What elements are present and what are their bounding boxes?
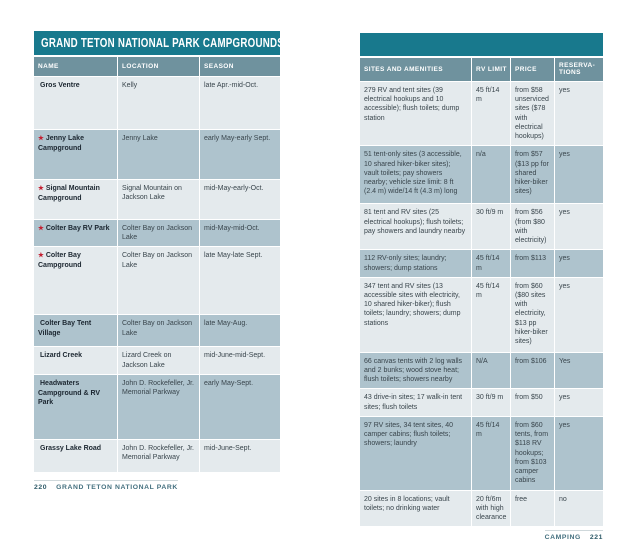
table-row <box>360 250 603 277</box>
price-cell: from $106 <box>511 353 555 389</box>
reservations-cell: yes <box>559 151 570 159</box>
amenities-cell: 112 RV-only sites; laundry; showers; dump stations <box>360 250 472 276</box>
campground-name-cell <box>34 130 118 179</box>
campground-name: Grassy Lake Road <box>40 444 102 452</box>
location-cell: John D. Rockefeller, Jr. Memorial Parkway <box>118 440 200 472</box>
amenities-cell: 51 tent-only sites (3 accessible, 10 shared hiker-biker sites); vault toilets; pay showers nearby; vehicle size limit: 8 ft (2.4 m) wide/14 ft (4.3 m) long <box>360 146 472 203</box>
campground-name-cell <box>34 220 118 246</box>
location-cell: Colter Bay on Jackson Lake <box>118 247 200 314</box>
left-table-header <box>34 57 280 77</box>
rv-limit-cell: 20 ft/6m with high clearance <box>472 491 511 527</box>
right-table-rows <box>360 82 603 526</box>
season-cell: late May-Aug. <box>204 320 248 328</box>
amenities-cell: 279 RV and tent sites (39 electrical hookups and 10 accessible); flush toilets; dump station <box>360 82 472 145</box>
table-title-bar <box>34 31 285 57</box>
reservations-cell: yes <box>559 421 570 429</box>
campground-name-cell <box>34 180 118 219</box>
price-cell: from $56 (from $80 with electricity) <box>511 204 555 249</box>
footer-rule <box>545 530 603 541</box>
table-row <box>34 315 280 347</box>
right-table-header <box>360 58 603 82</box>
table-row <box>34 77 280 130</box>
table-row <box>360 82 603 146</box>
left-table-rows <box>34 77 280 472</box>
amenities-cell: 66 canvas tents with 2 log walls and 2 bunks; wood stove heat; flush toilets; showers nearby <box>360 353 472 389</box>
amenities-cell: 81 tent and RV sites (25 electrical hookups); flush toilets; pay showers and laundry nearby <box>360 204 472 249</box>
reservations-cell: yes <box>559 255 570 263</box>
campground-name: Signal Mountain Campground <box>38 185 100 202</box>
campground-name: Gros Ventre <box>40 82 80 89</box>
table-row <box>360 353 603 390</box>
campground-name: Jenny Lake Campground <box>38 135 84 152</box>
reservations-cell: yes <box>559 394 570 402</box>
left-page <box>34 31 285 491</box>
column-header-reservations: RESERVA-TIONS <box>559 62 596 77</box>
price-cell: from $113 <box>511 250 555 276</box>
reservations-cell: yes <box>559 86 570 94</box>
featured-star-icon: ★ <box>38 252 44 260</box>
featured-star-icon: ★ <box>38 185 44 192</box>
page-number: 221 <box>589 534 603 541</box>
campground-name: Colter Bay Tent Village <box>38 320 92 338</box>
featured-star-icon: ★ <box>38 135 44 142</box>
rv-limit-cell: N/A <box>472 353 511 389</box>
table-row <box>34 375 280 440</box>
location-cell: Colter Bay on Jackson Lake <box>118 220 200 246</box>
table-row <box>34 130 280 180</box>
rv-limit-cell: 45 ft/14 m <box>472 82 511 145</box>
table-row <box>360 389 603 416</box>
location-cell: Lizard Creek on Jackson Lake <box>118 347 200 373</box>
page-title: GRAND TETON NATIONAL PARK CAMPGROUNDS <box>41 36 285 50</box>
campground-name-cell <box>34 315 118 346</box>
campground-name-cell <box>34 375 118 439</box>
price-cell: from $50 <box>511 389 555 415</box>
table-row <box>34 440 280 472</box>
season-cell: mid-June-Sept. <box>204 444 252 452</box>
season-cell: late Apr.-mid-Oct. <box>204 82 259 89</box>
amenities-cell: 347 tent and RV sites (13 accessible sites with electricity, 10 shared hiker-biker); flush toilets; laundry; showers; dump stations <box>360 278 472 352</box>
reservations-cell: yes <box>559 282 570 290</box>
table-row <box>34 180 280 220</box>
table-row <box>360 146 603 204</box>
column-header-amenities: SITES AND AMENITIES <box>360 58 472 81</box>
rv-limit-cell: 45 ft/14 m <box>472 250 511 276</box>
price-cell: free <box>511 491 555 527</box>
table-row <box>360 204 603 250</box>
price-cell: from $60 tents, from $118 RV hookups; from $103 camper cabins <box>511 417 555 490</box>
column-header-price: PRICE <box>511 58 555 81</box>
column-header-location: LOCATION <box>118 57 200 76</box>
price-cell: from $58 unserviced sites ($78 with electrical hookups) <box>511 82 555 145</box>
rv-limit-cell: 30 ft/9 m <box>472 204 511 249</box>
featured-star-icon: ★ <box>38 225 44 232</box>
campground-name: Headwaters Campground & RV Park <box>38 379 101 406</box>
season-cell: early May-Sept. <box>204 379 254 387</box>
column-header-rv-limit: RV LIMIT <box>472 58 511 81</box>
reservations-cell: Yes <box>559 357 571 365</box>
table-row <box>34 247 280 315</box>
season-cell: late May-late Sept. <box>204 252 263 260</box>
title-band-continuation <box>360 33 603 58</box>
rv-limit-cell: 45 ft/14 m <box>472 417 511 490</box>
campground-name-cell <box>34 247 118 314</box>
reservations-cell: no <box>559 495 567 503</box>
right-page-footer <box>360 530 603 541</box>
season-cell: early May-early Sept. <box>204 135 271 142</box>
amenities-cell: 97 RV sites, 34 tent sites, 40 camper cabins; flush toilets; showers; laundry <box>360 417 472 490</box>
location-cell: John D. Rockefeller, Jr. Memorial Parkway <box>118 375 200 439</box>
page-number: 220 <box>34 483 48 491</box>
table-row <box>360 417 603 491</box>
price-cell: from $60 ($80 sites with electricity, $13 pp hiker-biker sites) <box>511 278 555 352</box>
footer-section-label: CAMPING <box>544 534 581 541</box>
campground-name-cell <box>34 77 118 129</box>
campground-name: Colter Bay Campground <box>38 252 82 270</box>
table-row <box>360 278 603 353</box>
campground-name: Colter Bay RV Park <box>45 225 110 232</box>
amenities-cell: 43 drive-in sites; 17 walk-in tent sites; flush toilets <box>360 389 472 415</box>
location-cell: Signal Mountain on Jackson Lake <box>118 180 200 219</box>
location-cell: Jenny Lake <box>118 130 200 179</box>
right-page <box>360 33 603 541</box>
rv-limit-cell: 30 ft/9 m <box>472 389 511 415</box>
rv-limit-cell: n/a <box>472 146 511 203</box>
campground-name: Lizard Creek <box>40 352 83 360</box>
reservations-cell: yes <box>559 209 570 217</box>
table-row <box>360 491 603 527</box>
footer-rule <box>34 480 178 491</box>
location-cell: Colter Bay on Jackson Lake <box>118 315 200 346</box>
table-row <box>34 220 280 247</box>
column-header-name: NAME <box>34 57 118 76</box>
price-cell: from $57 ($13 pp for shared hiker-biker sites) <box>511 146 555 203</box>
column-header-season: SEASON <box>204 62 234 70</box>
campground-name-cell <box>34 347 118 373</box>
season-cell: mid-May-mid-Oct. <box>204 225 260 232</box>
season-cell: mid-June-mid-Sept. <box>204 352 266 360</box>
table-row <box>34 347 280 374</box>
campground-name-cell <box>34 440 118 472</box>
amenities-cell: 20 sites in 8 locations; vault toilets; no drinking water <box>360 491 472 527</box>
left-page-footer <box>34 480 280 491</box>
season-cell: mid-May-early-Oct. <box>204 185 264 192</box>
location-cell: Kelly <box>118 77 200 129</box>
footer-section-label: GRAND TETON NATIONAL PARK <box>56 483 178 491</box>
rv-limit-cell: 45 ft/14 m <box>472 278 511 352</box>
